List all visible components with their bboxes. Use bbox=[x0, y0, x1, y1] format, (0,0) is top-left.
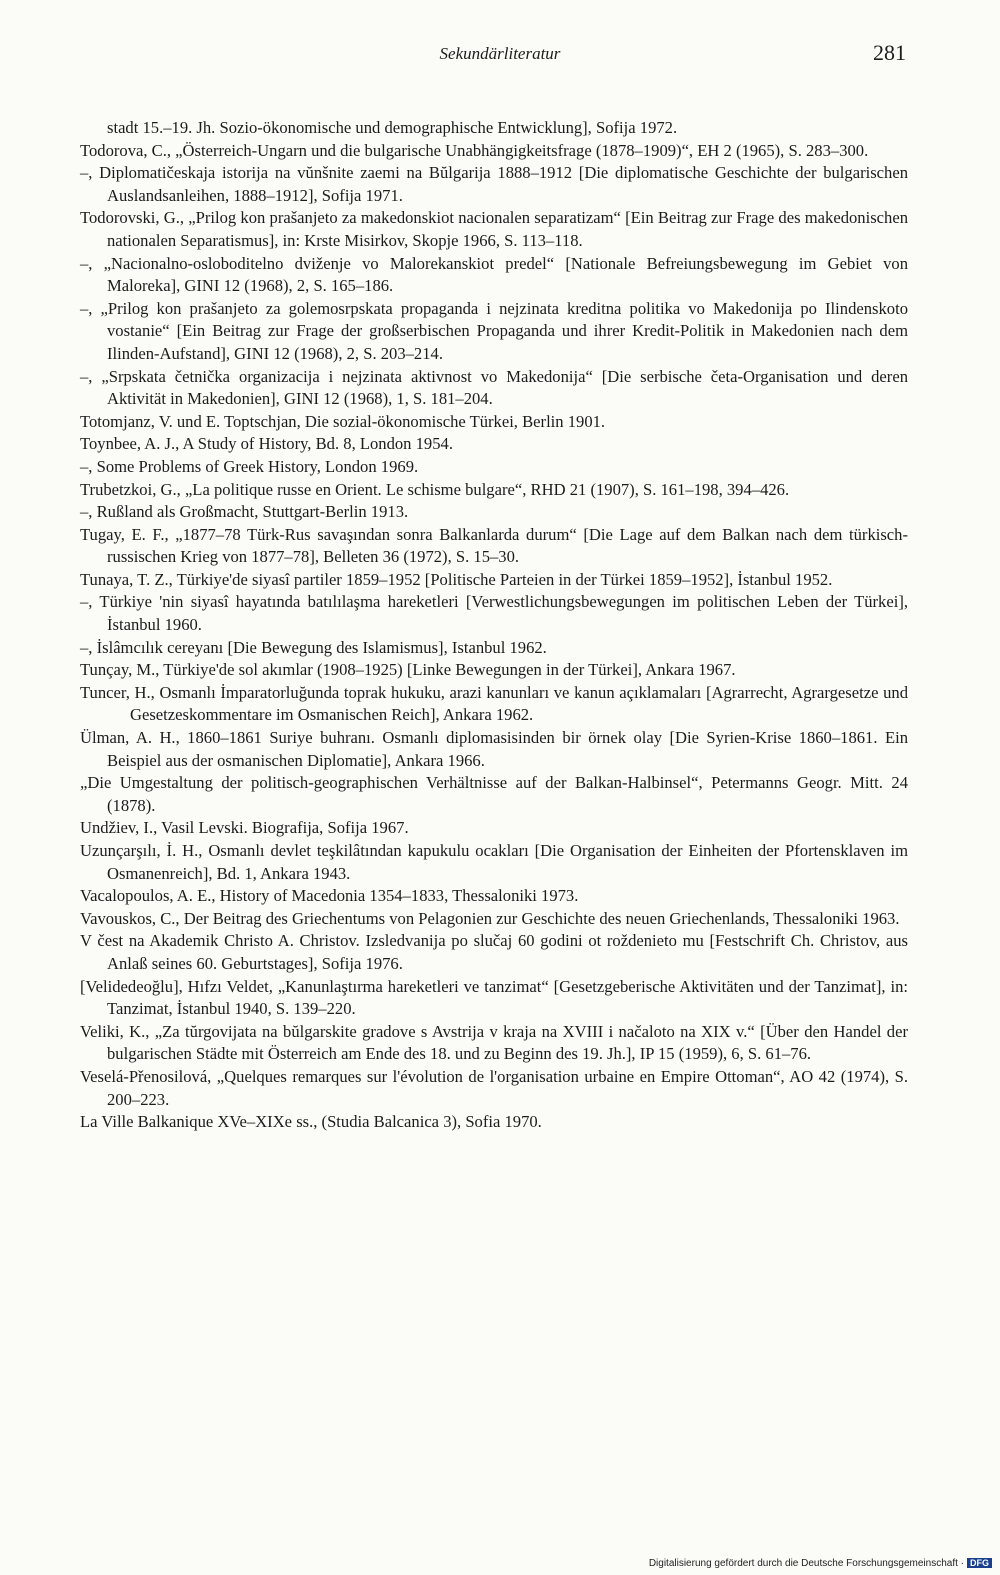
bibliography-entry: „Die Umgestaltung der politisch-geographischen Verhältnisse auf der Balkan-Halbinsel“, Petermanns Geogr. Mitt. 24 (1878). bbox=[80, 773, 908, 815]
bibliography-entry: –, Rußland als Großmacht, Stuttgart-Berlin 1913. bbox=[80, 502, 409, 522]
bibliography-entry: [Velidedeoğlu], Hıfzı Veldet, „Kanunlaştırma hareketleri ve tanzimat“ [Gesetzgeberische Aktivitäten und der Tanzimat], in: Tanzimat, İstanbul 1940, S. 139–220. bbox=[80, 976, 908, 1019]
bibliography-entry: Vacalopoulos, A. E., History of Macedonia 1354–1833, Thessaloniki 1973. bbox=[80, 886, 579, 906]
bibliography-entry: Veliki, K., „Za tŭrgovijata na bŭlgarskite gradove s Avstrija v kraja na XVIII i načaloto na XIX v.“ [Über den Handel der bulgarischen Städte mit Österreich am Ende des 18. und zu Beginn des 19. Jh.], IP 15 (1959), 6, S. 61–76. bbox=[80, 1021, 908, 1064]
bibliography-entry: Tuncer, H., Osmanlı İmparatorluğunda toprak hukuku, arazi kanunları ve kanun açıklamaları [Agrarrecht, Agrargesetze und Gesetzeskommentare im Osmanischen Reich], Ankara 1962. bbox=[80, 682, 908, 725]
bibliography-entry: Undžiev, I., Vasil Levski. Biografija, Sofija 1967. bbox=[80, 818, 409, 838]
footer-credit bbox=[649, 1558, 992, 1569]
bibliography-entry: Toynbee, A. J., A Study of History, Bd. 8, London 1954. bbox=[80, 434, 453, 454]
dfg-logo: DFG bbox=[967, 1558, 992, 1568]
bibliography-entry: Todorova, C., „Österreich-Ungarn und die bulgarische Unabhängigkeitsfrage (1878–1909)“, EH 2 (1965), S. 283–300. bbox=[80, 140, 869, 160]
bibliography-entry: Todorovski, G., „Prilog kon prašanjeto za makedonskiot nacionalen separatizam“ [Ein Beitrag zur Frage des makedonischen nationalen Separatismus], in: Krste Misirkov, Skopje 1966, S. 113–118. bbox=[80, 208, 908, 250]
bibliography-entry: Tugay, E. F., „1877–78 Türk-Rus savaşından sonra Balkanlarda durum“ [Die Lage auf dem Balkan nach dem türkisch-russischen Krieg von 1877–78], Belleten 36 (1972), S. 15–30. bbox=[80, 524, 908, 567]
bibliography-entry: –, „Srpskata četnička organizacija i nejzinata aktivnost vo Makedonija“ [Die serbische četa-Organisation und deren Aktivität in Makedonien], GINI 12 (1968), 1, S. 181–204. bbox=[80, 366, 908, 409]
bibliography-entry: Vavouskos, C., Der Beitrag des Griechentums von Pelagonien zur Geschichte des neuen Griechenlands, Thessaloniki 1963. bbox=[80, 908, 900, 928]
bibliography-entry: V čest na Akademik Christo A. Christov. Izsledvanija po slučaj 60 godini ot roždenieto mu [Festschrift Ch. Christov, aus Anlaß seines 60. Geburtstages], Sofija 1976. bbox=[80, 931, 908, 973]
bibliography-list bbox=[80, 117, 908, 1134]
bibliography-entry: –, Diplomatičeskaja istorija na vŭnšnite zaemi na Bŭlgarija 1888–1912 [Die diplomatische Geschichte der bulgarischen Auslandsanleihen, 1888–1912], Sofija 1971. bbox=[80, 163, 908, 205]
bibliography-entry: Ülman, A. H., 1860–1861 Suriye buhranı. Osmanlı diplomasisinden bir örnek olay [Die Syrien-Krise 1860–1861. Ein Beispiel aus der osmanischen Diplomatie], Ankara 1966. bbox=[80, 728, 908, 770]
bibliography-entry: –, Türkiye 'nin siyasî hayatında batılılaşma hareketleri [Verwestlichungsbewegungen im politischen Leben der Türkei], İstanbul 1960. bbox=[80, 592, 908, 635]
bibliography-entry: La Ville Balkanique XVe–XIXe ss., (Studia Balcanica 3), Sofia 1970. bbox=[80, 1112, 542, 1132]
bibliography-entry: stadt 15.–19. Jh. Sozio-ökonomische und demographische Entwicklung], Sofija 1972. bbox=[107, 118, 678, 137]
bibliography-entry: –, Some Problems of Greek History, London 1969. bbox=[80, 456, 419, 476]
bibliography-entry: –, „Nacionalno-osloboditelno dviženje vo Malorekanskiot predel“ [Nationale Befreiungsbewegung im Gebiet von Maloreka], GINI 12 (1968), 2, S. 165–186. bbox=[80, 253, 908, 296]
running-header: Sekundärliteratur bbox=[439, 44, 561, 63]
bibliography-entry: Uzunçarşılı, İ. H., Osmanlı devlet teşkilâtından kapukulu ocakları [Die Organisation der Einheiten der Pfortensklaven im Osmanenreich], Bd. 1, Ankara 1943. bbox=[80, 841, 908, 883]
bibliography-entry: Veselá-Přenosilová, „Quelques remarques sur l'évolution de l'organisation urbaine en Empire Ottoman“, AO 42 (1974), S. 200–223. bbox=[80, 1066, 908, 1109]
footer-text: Digitalisierung gefördert durch die Deutsche Forschungsgemeinschaft · bbox=[648, 1558, 964, 1569]
bibliography-entry: Totomjanz, V. und E. Toptschjan, Die sozial-ökonomische Türkei, Berlin 1901. bbox=[80, 411, 606, 431]
bibliography-entry: Tunçay, M., Türkiye'de sol akımlar (1908–1925) [Linke Bewegungen in der Türkei], Ankara 1967. bbox=[80, 660, 736, 680]
page-number: 281 bbox=[873, 40, 906, 65]
bibliography-entry: Tunaya, T. Z., Türkiye'de siyasî partiler 1859–1952 [Politische Parteien in der Türkei 1859–1952], İstanbul 1952. bbox=[80, 569, 833, 589]
bibliography-entry: Trubetzkoi, G., „La politique russe en Orient. Le schisme bulgare“, RHD 21 (1907), S. 161–198, 394–426. bbox=[80, 479, 790, 499]
bibliography-entry: –, İslâmcılık cereyanı [Die Bewegung des Islamismus], Istanbul 1962. bbox=[80, 637, 547, 657]
bibliography-entry: –, „Prilog kon prašanjeto za golemosrpskata propaganda i nejzinata kreditna politika vo Makedonija po Ilindenskoto vostanie“ [Ein Beitrag zur Frage der großserbischen Propaganda und ihrer Kredit-Politik in Makedonien nach dem Ilinden-Aufstand], GINI 12 (1968), 2, S. 203–214. bbox=[80, 298, 908, 363]
